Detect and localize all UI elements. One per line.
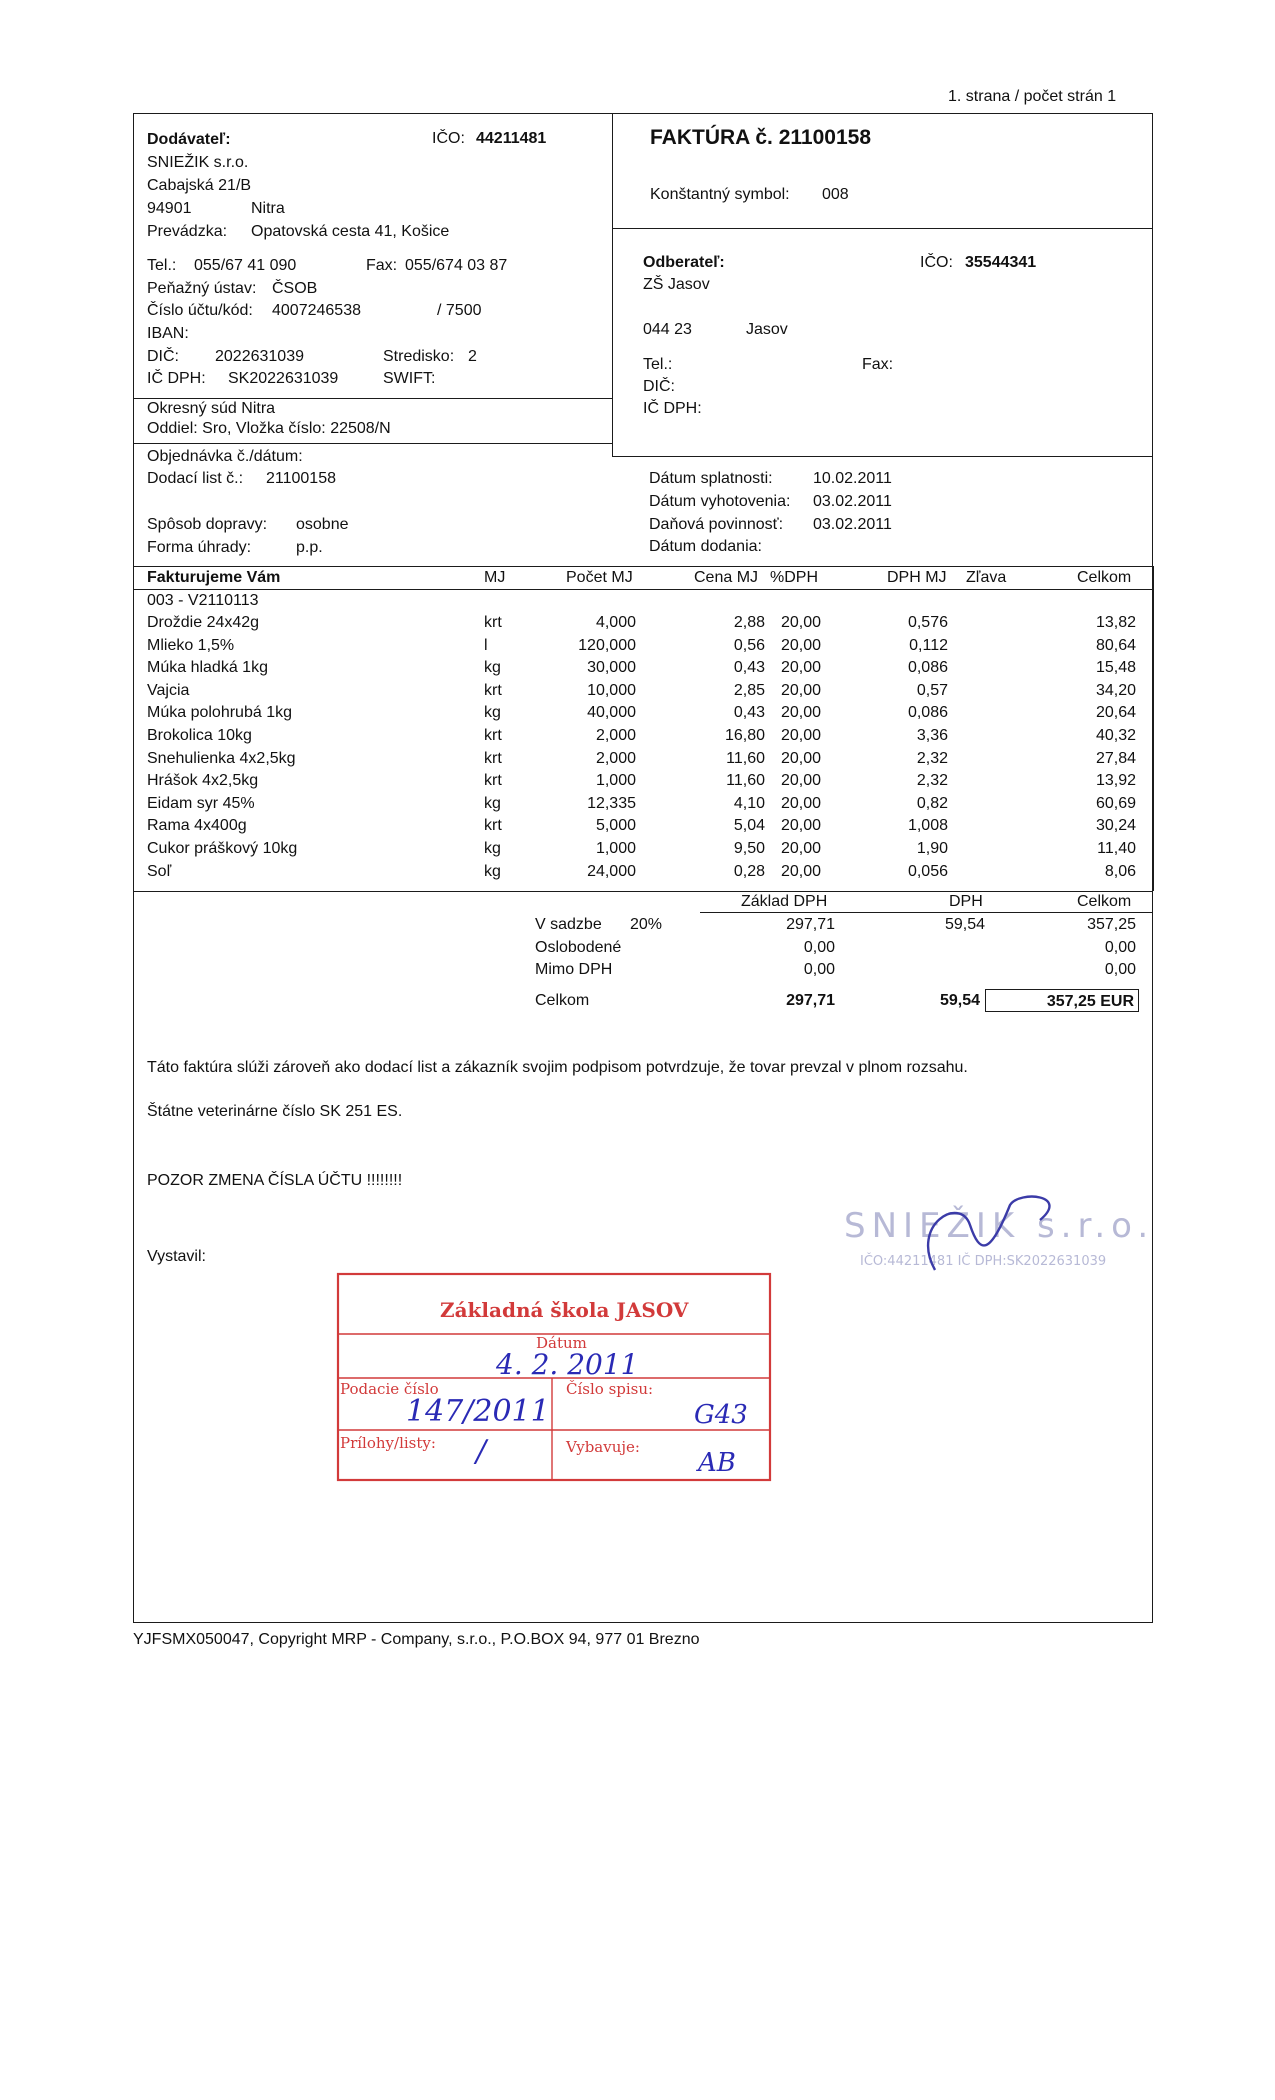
customer-ico-label: IČO: <box>920 254 953 271</box>
item-unit: krt <box>484 681 502 699</box>
item-qty: 30,000 <box>587 659 636 677</box>
note-delivery: Táto faktúra slúži zároveň ako dodací list a zákazník svojim podpisom potvrdzuje, že tovar prevzal v plnom rozsahu. <box>147 1059 968 1076</box>
supplier-center-label: Stredisko: <box>383 348 455 365</box>
item-vat-rate: 20,00 <box>781 614 822 631</box>
item-total: 34,20 <box>1095 681 1136 699</box>
transport-label: Spôsob dopravy: <box>147 516 268 533</box>
item-total: 20,64 <box>1095 704 1136 722</box>
stamp-date-label: Dátum <box>536 1334 587 1352</box>
divider <box>133 891 1153 892</box>
divider <box>612 456 1153 457</box>
item-vat-unit: 0,112 <box>909 636 948 654</box>
supplier-center: 2 <box>468 348 477 365</box>
stamp-vybavuje-value: AB <box>698 1448 736 1478</box>
customer-heading: Odberateľ: <box>643 254 725 271</box>
item-qty: 2,000 <box>595 727 636 744</box>
col-header-mj: MJ <box>484 569 506 586</box>
outside-label: Mimo DPH <box>535 961 613 978</box>
order-label: Objednávka č./dátum: <box>147 448 303 465</box>
supplier-dic: 2022631039 <box>215 348 304 365</box>
supplier-account-label: Číslo účtu/kód: <box>147 302 253 319</box>
supplier-branch: Opatovská cesta 41, Košice <box>251 223 450 240</box>
supplier-tel: 055/67 41 090 <box>194 257 297 274</box>
divider <box>133 566 1153 567</box>
item-vat-rate: 20,00 <box>781 794 822 812</box>
stamp-prilohy-value: / <box>476 1434 487 1469</box>
exempt-base: 0,00 <box>803 939 835 956</box>
item-vat-unit: 0,086 <box>907 659 948 677</box>
item-vat-unit: 0,82 <box>916 794 948 812</box>
col-header-item: Fakturujeme Vám <box>147 569 281 586</box>
item-vat-unit: 1,90 <box>916 840 948 857</box>
col-header-discount: Zľava <box>966 569 1007 586</box>
exempt-total: 0,00 <box>1104 939 1136 956</box>
supplier-swift-label: SWIFT: <box>383 370 436 387</box>
stamp-prilohy-label: Prílohy/listy: <box>340 1434 436 1452</box>
stamp-date-value: 4. 2. 2011 <box>496 1348 639 1381</box>
issued-by-label: Vystavil: <box>147 1248 206 1265</box>
tax-date: 03.02.2011 <box>813 516 892 533</box>
item-total: 13,82 <box>1095 614 1136 631</box>
supplier-name: SNIEŽIK s.r.o. <box>147 154 249 171</box>
item-vat-rate: 20,00 <box>781 659 822 677</box>
item-qty: 4,000 <box>595 614 636 631</box>
issued-date: 03.02.2011 <box>813 493 892 510</box>
item-name: Múka polohrubá 1kg <box>147 704 292 722</box>
delivered-label: Dátum dodania: <box>649 538 762 555</box>
customer-tel-label: Tel.: <box>643 356 673 373</box>
const-symbol: 008 <box>822 186 849 203</box>
total-base: 297,71 <box>786 992 835 1009</box>
item-unit: krt <box>484 749 502 767</box>
item-unit: kg <box>484 794 501 812</box>
item-price: 2,88 <box>733 614 765 631</box>
item-vat-rate: 20,00 <box>781 727 822 744</box>
transport-value: osobne <box>296 516 349 533</box>
item-vat-rate: 20,00 <box>781 749 822 767</box>
item-name: Mlieko 1,5% <box>147 636 235 654</box>
due-date: 10.02.2011 <box>813 470 892 487</box>
rate-value: 20% <box>630 916 663 933</box>
supplier-register: Oddiel: Sro, Vložka číslo: 22508/N <box>147 420 391 437</box>
svg-text:SNIEŽIK s.r.o.: SNIEŽIK s.r.o. <box>844 1206 1155 1246</box>
item-group: 003 - V2110113 <box>147 592 259 609</box>
supplier-ico-label: IČO: <box>432 130 465 147</box>
item-qty: 2,000 <box>595 749 636 767</box>
delivery-number: 21100158 <box>266 470 336 487</box>
col-header-qty: Počet MJ <box>566 569 633 586</box>
col-header-vat: %DPH <box>770 569 819 586</box>
item-unit: krt <box>484 817 502 835</box>
registration-stamp <box>326 1268 778 1490</box>
item-name: Eidam syr 45% <box>147 794 255 812</box>
item-name: Múka hladká 1kg <box>147 659 268 677</box>
rate-label: V sadzbe <box>535 916 602 933</box>
item-qty: 1,000 <box>595 840 636 857</box>
item-qty: 40,000 <box>587 704 636 722</box>
customer-name: ZŠ Jasov <box>643 276 710 293</box>
item-name: Brokolica 10kg <box>147 727 252 744</box>
rate-total: 357,25 <box>1087 916 1136 933</box>
item-total: 60,69 <box>1095 794 1136 812</box>
stamp-podacie-value: 147/2011 <box>406 1394 550 1429</box>
supplier-branch-label: Prevádzka: <box>147 223 228 240</box>
supplier-bank-code: / 7500 <box>437 302 482 319</box>
divider <box>133 443 612 444</box>
item-name: Droždie 24x42g <box>147 614 260 631</box>
divider <box>133 589 1153 590</box>
item-price: 11,60 <box>726 749 765 767</box>
note-account-change: POZOR ZMENA ČÍSLA ÚČTU !!!!!!!! <box>147 1172 403 1189</box>
divider <box>612 228 1153 229</box>
item-total: 27,84 <box>1095 749 1136 767</box>
item-vat-rate: 20,00 <box>781 636 822 654</box>
supplier-bank: ČSOB <box>272 280 318 297</box>
customer-fax-label: Fax: <box>862 356 894 373</box>
col-header-price: Cena MJ <box>694 569 759 586</box>
item-price: 11,60 <box>726 772 765 790</box>
item-total: 80,64 <box>1095 636 1136 654</box>
item-name: Snehulienka 4x2,5kg <box>147 749 296 767</box>
item-qty: 10,000 <box>587 681 636 699</box>
rate-base: 297,71 <box>786 916 835 933</box>
supplier-fax: 055/674 03 87 <box>405 257 508 274</box>
supplier-tel-label: Tel.: <box>147 257 177 274</box>
item-vat-rate: 20,00 <box>781 840 822 857</box>
divider <box>700 912 1153 913</box>
item-name: Cukor práškový 10kg <box>147 840 298 857</box>
item-vat-unit: 3,36 <box>916 727 948 744</box>
supplier-street: Cabajská 21/B <box>147 177 252 194</box>
svg-text:IČO:44211481 IČ DPH:SK2022631: IČO:44211481 IČ DPH:SK2022631039 <box>860 1254 1107 1269</box>
col-header-total: Celkom <box>1077 569 1132 586</box>
stamp-spis-label: Číslo spisu: <box>566 1380 654 1398</box>
item-unit: kg <box>484 840 501 857</box>
supplier-account: 4007246538 <box>272 302 361 319</box>
item-unit: krt <box>484 727 502 744</box>
item-total: 15,48 <box>1095 659 1136 677</box>
item-unit: krt <box>484 614 502 631</box>
item-total: 8,06 <box>1104 862 1136 880</box>
item-unit: l <box>484 636 488 654</box>
total-label: Celkom <box>535 992 590 1009</box>
supplier-heading: Dodávateľ: <box>147 131 231 148</box>
customer-city: Jasov <box>746 321 788 338</box>
item-name: Rama 4x400g <box>147 817 247 835</box>
item-qty: 120,000 <box>578 636 636 654</box>
outside-total: 0,00 <box>1104 961 1136 978</box>
summary-header-vat: DPH <box>949 893 983 910</box>
page-counter: 1. strana / počet strán 1 <box>948 88 1117 105</box>
company-seal-graphic <box>840 1185 1155 1275</box>
item-price: 0,43 <box>733 659 765 677</box>
supplier-icdph-label: IČ DPH: <box>147 370 206 387</box>
item-vat-unit: 0,576 <box>907 614 948 631</box>
issued-label: Dátum vyhotovenia: <box>649 493 791 510</box>
item-vat-unit: 1,008 <box>907 817 948 835</box>
exempt-label: Oslobodené <box>535 939 622 956</box>
customer-icdph-label: IČ DPH: <box>643 400 702 417</box>
item-total: 11,40 <box>1097 840 1136 857</box>
item-vat-rate: 20,00 <box>781 704 822 722</box>
tax-date-label: Daňová povinnosť: <box>649 516 784 533</box>
invoice-title: FAKTÚRA č. 21100158 <box>650 126 872 149</box>
delivery-label: Dodací list č.: <box>147 470 244 487</box>
stamp-podacie-label: Podacie číslo <box>340 1380 439 1398</box>
item-vat-rate: 20,00 <box>781 817 822 835</box>
item-vat-rate: 20,00 <box>781 681 822 699</box>
item-price: 9,50 <box>733 840 765 857</box>
summary-header-total: Celkom <box>1077 893 1132 910</box>
outside-base: 0,00 <box>803 961 835 978</box>
item-unit: kg <box>484 704 501 722</box>
rate-vat: 59,54 <box>944 916 985 933</box>
customer-zip: 044 23 <box>643 321 692 338</box>
stamp-vybavuje-label: Vybavuje: <box>566 1438 640 1456</box>
item-price: 2,85 <box>733 681 765 699</box>
item-qty: 5,000 <box>595 817 636 835</box>
item-total: 30,24 <box>1095 817 1136 835</box>
item-qty: 24,000 <box>587 862 636 880</box>
summary-header-base: Základ DPH <box>741 893 828 910</box>
supplier-court: Okresný súd Nitra <box>147 400 276 417</box>
item-qty: 12,335 <box>587 794 636 812</box>
customer-ico: 35544341 <box>965 254 1037 271</box>
col-header-vatmj: DPH MJ <box>887 569 947 586</box>
const-symbol-label: Konštantný symbol: <box>650 186 790 203</box>
item-price: 0,56 <box>733 636 765 654</box>
divider <box>612 113 613 228</box>
item-unit: krt <box>484 772 502 790</box>
divider <box>133 398 612 399</box>
item-vat-unit: 0,056 <box>907 862 948 880</box>
supplier-iban-label: IBAN: <box>147 325 189 342</box>
item-name: Soľ <box>147 862 172 880</box>
item-price: 16,80 <box>724 727 765 744</box>
item-vat-unit: 0,086 <box>907 704 948 722</box>
item-vat-unit: 2,32 <box>916 772 948 790</box>
item-unit: kg <box>484 659 501 677</box>
grand-total-box: 357,25 EUR <box>985 989 1139 1012</box>
item-vat-rate: 20,00 <box>781 862 822 880</box>
item-total: 13,92 <box>1095 772 1136 790</box>
item-total: 40,32 <box>1095 727 1136 744</box>
item-price: 0,43 <box>733 704 765 722</box>
supplier-zip: 94901 <box>147 200 192 217</box>
footer-copyright: YJFSMX050047, Copyright MRP - Company, s.r.o., P.O.BOX 94, 977 01 Brezno <box>133 1631 700 1648</box>
item-vat-rate: 20,00 <box>781 772 822 790</box>
due-label: Dátum splatnosti: <box>649 470 773 487</box>
supplier-fax-label: Fax: <box>366 257 398 274</box>
total-vat: 59,54 <box>939 992 980 1009</box>
item-vat-unit: 0,57 <box>916 681 948 699</box>
item-price: 4,10 <box>733 794 765 812</box>
supplier-dic-label: DIČ: <box>147 348 179 365</box>
supplier-icdph: SK2022631039 <box>228 370 339 387</box>
supplier-bank-label: Peňažný ústav: <box>147 280 257 297</box>
stamp-title: Základná škola JASOV <box>440 1298 689 1322</box>
item-unit: kg <box>484 862 501 880</box>
stamp-spis-value: G43 <box>694 1400 748 1430</box>
item-vat-unit: 2,32 <box>916 749 948 767</box>
item-price: 5,04 <box>733 817 765 835</box>
supplier-ico: 44211481 <box>476 130 547 147</box>
divider <box>612 228 613 456</box>
item-qty: 1,000 <box>595 772 636 790</box>
divider <box>1153 566 1154 891</box>
note-veterinary: Štátne veterinárne číslo SK 251 ES. <box>147 1103 403 1120</box>
customer-dic-label: DIČ: <box>643 378 675 395</box>
payment-label: Forma úhrady: <box>147 539 252 556</box>
supplier-city: Nitra <box>251 200 285 217</box>
item-name: Vajcia <box>147 681 190 699</box>
item-price: 0,28 <box>733 862 765 880</box>
payment-value: p.p. <box>296 539 323 556</box>
item-name: Hrášok 4x2,5kg <box>147 772 259 790</box>
